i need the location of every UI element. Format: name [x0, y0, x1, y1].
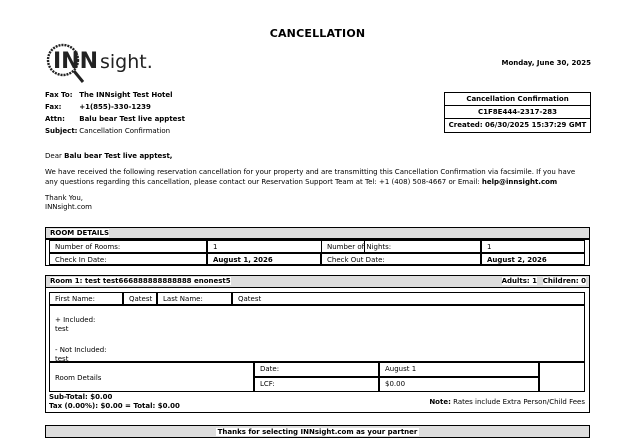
date-value: August 1: [379, 362, 539, 377]
first-name-value: Qatest: [123, 292, 157, 305]
rooms-label: Number of Rooms:: [49, 240, 207, 253]
fax-to-row: [45, 91, 185, 103]
document-date: Monday, June 30, 2025: [501, 59, 591, 67]
rates-note: [429, 398, 585, 406]
footer-bar: [45, 425, 590, 438]
empty-cell: [539, 362, 585, 392]
innsight-logo: [44, 38, 164, 90]
last-name-label: Last Name:: [157, 292, 232, 305]
confirmation-heading: Cancellation Confirmation: [445, 93, 590, 106]
subtotal: Sub-Total: $0.00: [49, 393, 113, 401]
adults-count: Adults: 1: [501, 277, 537, 285]
svg-text:INN: INN: [53, 49, 99, 74]
greeting: [45, 151, 590, 161]
room-1-section: [45, 275, 590, 413]
not-included-label: - Not Included:: [55, 346, 107, 354]
not-included-value: test: [55, 355, 69, 363]
rooms-value: 1: [207, 240, 365, 253]
inclusions-cell: [49, 305, 585, 362]
signature-text: INNsight.com: [45, 203, 92, 211]
date-label: Date:: [254, 362, 379, 377]
lcf-value: $0.00: [379, 377, 539, 392]
totals: [49, 393, 180, 411]
fax-number-label: Fax:: [45, 103, 62, 111]
thanks-text: Thank You,: [45, 194, 84, 202]
subject-label: Subject:: [45, 127, 78, 135]
confirmation-created: Created: 06/30/2025 15:37:29 GMT: [448, 121, 587, 129]
footer-thanks: Thanks for selecting INNsight.com as your partner: [217, 428, 418, 436]
room-1-header: [46, 276, 589, 288]
confirmation-number: C1F8E444-2317-283: [445, 106, 590, 119]
attn-value: Balu bear Test live apptest: [79, 115, 185, 123]
note-value: Rates include Extra Person/Child Fees: [453, 398, 585, 406]
nights-value: 1: [481, 240, 585, 253]
room-details-header: [45, 227, 590, 239]
greeting-name: Balu bear Test live apptest,: [64, 152, 173, 160]
svg-text:sight.: sight.: [100, 51, 153, 73]
attn-label: Attn:: [45, 115, 65, 123]
letter-body-text: We have received the following reservation cancellation for your property and are transmitting this Cancellation Confirmation via facsimile. If you have any questions regarding this cancellation, please contact our Reservation Support Team at Tel: +1 (408) 508-4667 or Email:: [45, 168, 576, 186]
first-name-label: First Name:: [49, 292, 123, 305]
last-name-value: Qatest: [232, 292, 585, 305]
subject-row: [45, 127, 185, 139]
greeting-prefix: Dear: [45, 152, 62, 160]
checkout-label: Check Out Date:: [321, 253, 481, 265]
letter-body: [45, 167, 590, 187]
lcf-label: LCF:: [254, 377, 379, 392]
room-details-label: Room Details: [49, 362, 254, 392]
fax-to-value: The INNsight Test Hotel: [79, 91, 173, 99]
room-1-heading: Room 1: test test666888888888888 enonest5: [50, 277, 231, 285]
tax-total: Tax (0.00%): $0.00 = Total: $0.00: [49, 402, 180, 410]
subject-value: Cancellation Confirmation: [79, 127, 171, 135]
room-details-table: [45, 239, 590, 266]
confirmation-box: [444, 92, 591, 133]
checkout-value: August 2, 2026: [481, 253, 585, 265]
included-label: + Included:: [55, 316, 96, 324]
checkin-label: Check In Date:: [49, 253, 207, 265]
fax-to-label: Fax To:: [45, 91, 73, 99]
children-count: Children: 0: [542, 277, 586, 285]
checkin-value: August 1, 2026: [207, 253, 321, 265]
page-title: CANCELLATION: [269, 27, 366, 40]
fax-details: [45, 91, 185, 139]
room-details-heading: ROOM DETAILS: [50, 229, 110, 237]
nights-label: Number of Nights:: [321, 240, 481, 253]
included-value: test: [55, 325, 69, 333]
fax-number-value: +1(855)-330-1239: [79, 103, 151, 111]
support-email-link[interactable]: help@innsight.com: [481, 178, 558, 186]
fax-number-row: [45, 103, 185, 115]
note-label: Note:: [429, 398, 451, 406]
attn-row: [45, 115, 185, 127]
